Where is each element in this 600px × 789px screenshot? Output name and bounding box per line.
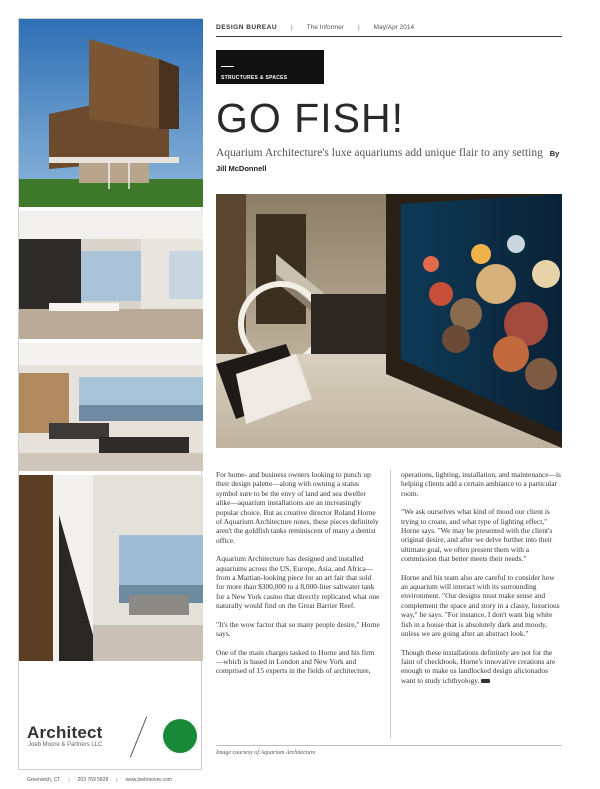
ad-location: Greenwich, CT xyxy=(27,777,61,783)
ad-website-link[interactable]: www.joebmoore.com xyxy=(125,777,172,783)
hero-photo-aquarium-interior xyxy=(216,194,562,448)
section-tab xyxy=(216,50,324,84)
ad-phone: 203 769 5828 xyxy=(77,777,109,783)
header-rule xyxy=(216,36,562,37)
body-paragraph: "It's the wow factor that so many people desire," Horne says. xyxy=(216,619,380,639)
article-headline: GO FISH! xyxy=(216,95,404,141)
article-body-right-column xyxy=(401,470,563,694)
footer-rule xyxy=(216,745,562,746)
issue-name: The Informer xyxy=(306,24,344,31)
ad-photo-living-room xyxy=(19,343,203,471)
dek-text: Aquarium Architecture's luxe aquariums add unique flair to any setting xyxy=(216,147,543,159)
ad-slash-divider xyxy=(130,716,147,757)
body-paragraph-final-text: Though these installations definitely are not for the faint of checkbook, Horne's innovative creations are enough to make us landlocked design aficionados want to study ichthyology. xyxy=(401,647,556,685)
body-paragraph: Aquarium Architecture has designed and installed aquariums across the US, Europe, Asia, and Africa—from a Martian-looking piece for an art fair that sold for more than $300,000 to a 8,000-liter saltwater tank for a New York casino that directly replicated what one naturally would find on the Great Barrier Reef. xyxy=(216,554,380,611)
column-divider xyxy=(390,470,391,738)
running-head xyxy=(216,24,562,31)
running-head-separator: | xyxy=(357,24,360,31)
ad-brand-name: Architect xyxy=(27,723,103,742)
body-paragraph: Horne and his team also are careful to consider how an aquarium will interact with its surrounding environment. "Our designs must make sense and complement the space and story in a classy, luxurious way," he says. "For instance, I don't want big white fish in a house that is absolutely dark and moody, unless we are going after an abstract look." xyxy=(401,572,560,639)
running-head-separator: | xyxy=(291,24,293,31)
ad-green-circle-logo xyxy=(163,719,197,753)
ad-photo-house-exterior xyxy=(19,19,203,207)
ad-contact-footer xyxy=(27,777,197,783)
body-paragraph: "We ask ourselves what kind of mood our client is trying to create, and what type of lighting effect," Horne says. "We may be presented with the client's original desire, and after we delve further into their ultimate goal, we often present them with a commission that better meets their needs." xyxy=(401,507,553,564)
end-mark-icon xyxy=(481,679,490,683)
ad-separator: | xyxy=(68,777,70,783)
ad-separator: | xyxy=(116,777,118,783)
body-paragraph: operations, lighting, installation, and maintenance—is helping clients add a certain ambiance to a particular room. xyxy=(401,470,561,498)
issue-date: May/Apr 2014 xyxy=(373,24,415,31)
photo-credit: Image courtesy of Aquarium Architecture xyxy=(216,750,316,756)
architect-advertisement xyxy=(18,18,202,783)
section-tab-tick xyxy=(221,66,234,67)
body-paragraph: For home- and business owners looking to punch up their design palette—along with owning a status symbol sure to be the envy of land and sea dweller alike—aquarium installations are an increasingly popular choice. But as creative director Roland Horne of Aquarium Architecture notes, these pieces definitely aren't the goldfish tanks reminiscent of many a dentist office. xyxy=(216,470,379,545)
ad-photo-staircase xyxy=(19,475,203,661)
magazine-name: DESIGN BUREAU xyxy=(216,24,278,31)
article-body-left-column xyxy=(216,470,380,685)
body-paragraph: One of the main charges tasked to Horne and his firm—which is based in London and New York and comprised of 15 experts in the fields of architecture, xyxy=(216,647,375,676)
byline: By Jill McDonnell xyxy=(216,149,560,173)
ad-photo-interior-hall xyxy=(19,211,203,339)
ad-firm-name: Joeb Moore & Partners LLC xyxy=(28,742,103,748)
article-dek xyxy=(216,146,564,176)
body-paragraph-final xyxy=(401,648,563,686)
section-label: STRUCTURES & SPACES xyxy=(221,75,288,81)
